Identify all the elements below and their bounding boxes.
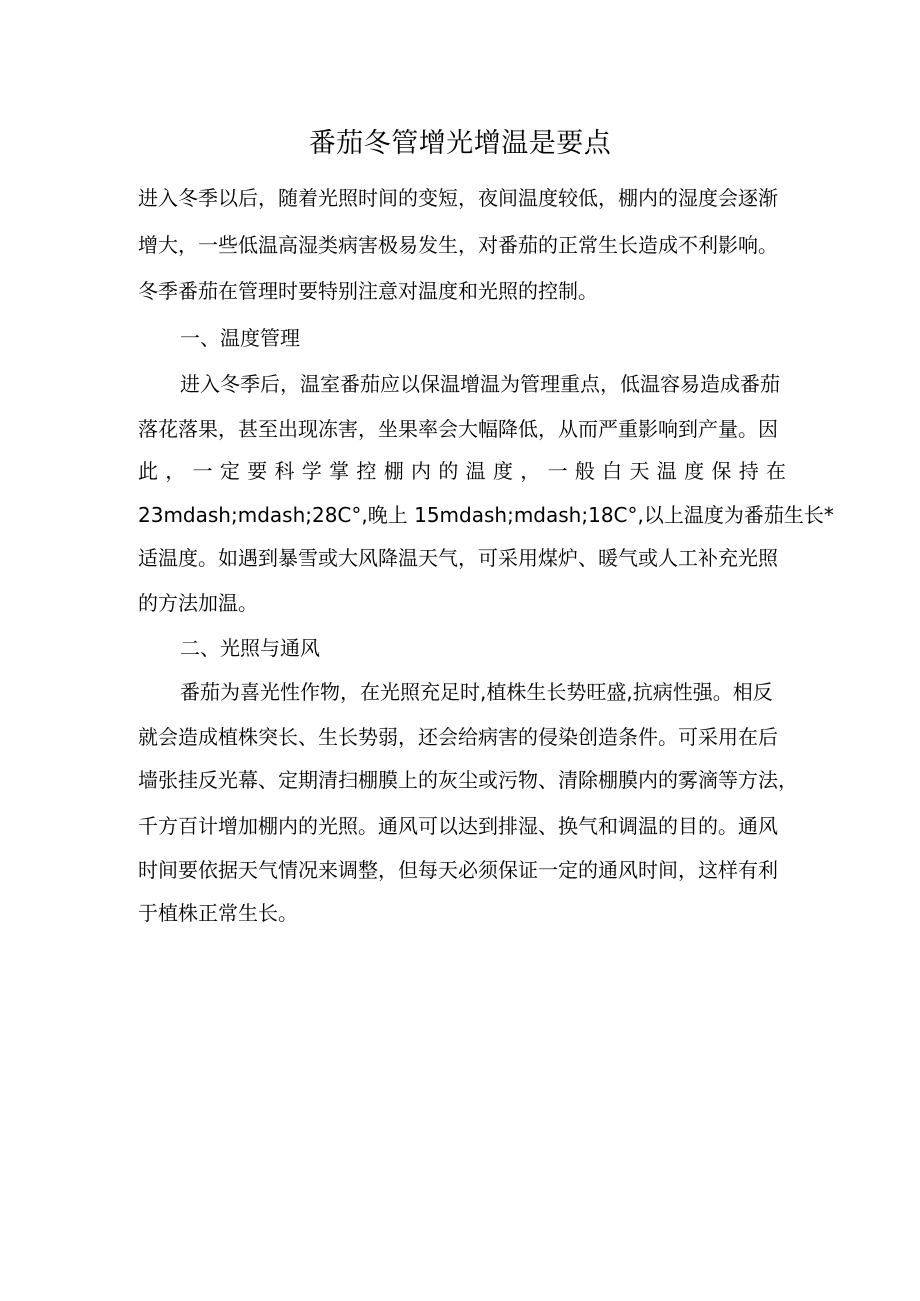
section-heading: 一、温度管理 — [180, 326, 300, 350]
paragraph-line: 冬季番茄在管理时要特别注意对温度和光照的控制。 — [138, 279, 598, 303]
paragraph-line: 适温度。如遇到暴雪或大风降温天气，可采用煤炉、暖气或人工补充光照 — [138, 546, 778, 570]
paragraph-line: 于植株正常生长。 — [138, 901, 298, 925]
section-heading: 二、光照与通风 — [180, 636, 320, 660]
paragraph-line: 23mdash;mdash;28C°,晚上 15mdash;mdash;18C°,以上温度为番茄生长* — [138, 503, 834, 527]
paragraph-line: 番茄为喜光性作物，在光照充足时,植株生长势旺盛,抗病性强。相反 — [180, 680, 773, 704]
paragraph-line: 落花落果，甚至出现冻害，坐果率会大幅降低，从而严重影响到产量。因 — [138, 417, 778, 441]
paragraph-line: 进入冬季后，温室番茄应以保温增温为管理重点，低温容易造成番茄 — [180, 372, 780, 396]
paragraph-line: 就会造成植株突长、生长势弱，还会给病害的侵染创造条件。可采用在后 — [138, 725, 778, 749]
paragraph-line: 墙张挂反光幕、定期清扫棚膜上的灰尘或污物、清除棚膜内的雾滴等方法， — [138, 768, 798, 792]
paragraph-line: 此，一定要科学掌控棚内的温度，一般白天温度保持在 — [138, 459, 786, 483]
paragraph-line: 进入冬季以后，随着光照时间的变短，夜间温度较低，棚内的湿度会逐渐 — [138, 186, 778, 210]
paragraph-line: 增大，一些低温高湿类病害极易发生，对番茄的正常生长造成不利影响。 — [138, 233, 778, 257]
paragraph-line: 时间要依据天气情况来调整，但每天必须保证一定的通风时间，这样有利 — [138, 858, 778, 882]
document-title: 番茄冬管增光增温是要点 — [308, 128, 612, 159]
paragraph-line: 千方百计增加棚内的光照。通风可以达到排湿、换气和调温的目的。通风 — [138, 814, 778, 838]
paragraph-line: 的方法加温。 — [138, 591, 258, 615]
